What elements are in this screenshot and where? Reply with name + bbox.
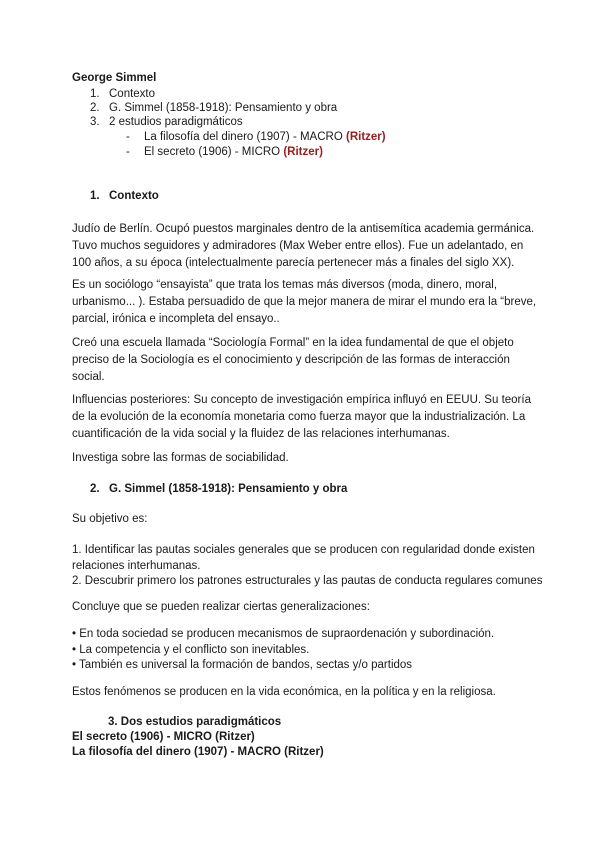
- toc-item-1: Contexto: [109, 88, 156, 100]
- toc-sub-dash-1: -: [126, 131, 130, 143]
- document-title: George Simmel: [72, 72, 157, 84]
- paragraph-1: Judío de Berlín. Ocupó puestos marginales dentro de la antisemítica academia germánica. Tuvo muchos seguidores y admiradores (Max Weber entre ellos). Fue un adelantado, en 100 años, a su época (intelectualmente parecía pertenecer más a finales del siglo XX).: [72, 223, 535, 269]
- toc-sub-item-2: El secreto (1906) - MICRO (Ritzer): [144, 146, 323, 158]
- study-1: El secreto (1906) - MICRO (Ritzer): [72, 731, 255, 743]
- section-1-number: 1.: [90, 190, 100, 202]
- paragraph-5: Investiga sobre las formas de sociabilidad.: [72, 452, 289, 464]
- bullet-list: [72, 627, 528, 674]
- section-1-heading: Contexto: [109, 190, 159, 202]
- toc-num-3: 3.: [90, 116, 100, 128]
- objective-intro: Su objetivo es:: [72, 513, 148, 525]
- closing-paragraph: Estos fenómenos se producen en la vida económica, en la política y en la religiosa.: [72, 686, 496, 698]
- toc-item-2: G. Simmel (1858-1918): Pensamiento y obra: [109, 102, 338, 114]
- section-2-number: 2.: [90, 483, 100, 495]
- bullet-item: • En toda sociedad se producen mecanismos de supraordenación y subordinación.: [72, 628, 495, 640]
- toc-sub-item-1: La filosofía del dinero (1907) - MACRO (Ritzer): [144, 131, 386, 143]
- study-2: La filosofía del dinero (1907) - MACRO (Ritzer): [72, 746, 324, 758]
- toc-num-1: 1.: [90, 88, 100, 100]
- ritzer-tag: (Ritzer): [283, 146, 323, 158]
- objectives-list: 1. Identificar las pautas sociales generales que se producen con regularidad donde existen relaciones interhumanas. 2. Descubrir primero los patrones estructurales y las pautas de conducta regulares comunes: [72, 544, 543, 587]
- paragraph-3: Creó una escuela llamada “Sociología Formal” en la idea fundamental de que el objeto preciso de la Sociología es el conocimiento y descripción de las formas de interacción social.: [72, 337, 514, 383]
- toc-item-3: 2 estudios paradigmáticos: [109, 116, 243, 128]
- paragraph-2: Es un sociólogo “ensayista” que trata los temas más diversos (moda, dinero, moral, urbanismo... ). Estaba persuadido de que la mejor manera de mirar el mundo era la “breve, parcial, irónica e incompleta del ensayo..: [72, 279, 537, 325]
- paragraph-4: Influencias posteriores: Su concepto de investigación empírica influyó en EEUU. Su teoría de la evolución de la economía monetaria como fuerza mayor que la industrialización. La cuantificación de la vida social y la fluidez de las relaciones interhumanas.: [72, 394, 531, 440]
- bullet-item: • También es universal la formación de bandos, sectas y/o partidos: [72, 659, 413, 671]
- ritzer-tag: (Ritzer): [345, 131, 386, 143]
- bullet-item: • La competencia y el conflicto son inevitables.: [72, 643, 310, 656]
- toc-num-2: 2.: [90, 102, 100, 114]
- section-2-heading: G. Simmel (1858-1918): Pensamiento y obra: [109, 483, 348, 495]
- section-3-heading: 3. Dos estudios paradigmáticos: [108, 716, 282, 728]
- conclusion-intro: Concluye que se pueden realizar ciertas generalizaciones:: [72, 601, 370, 613]
- toc-sub-dash-2: -: [126, 146, 130, 158]
